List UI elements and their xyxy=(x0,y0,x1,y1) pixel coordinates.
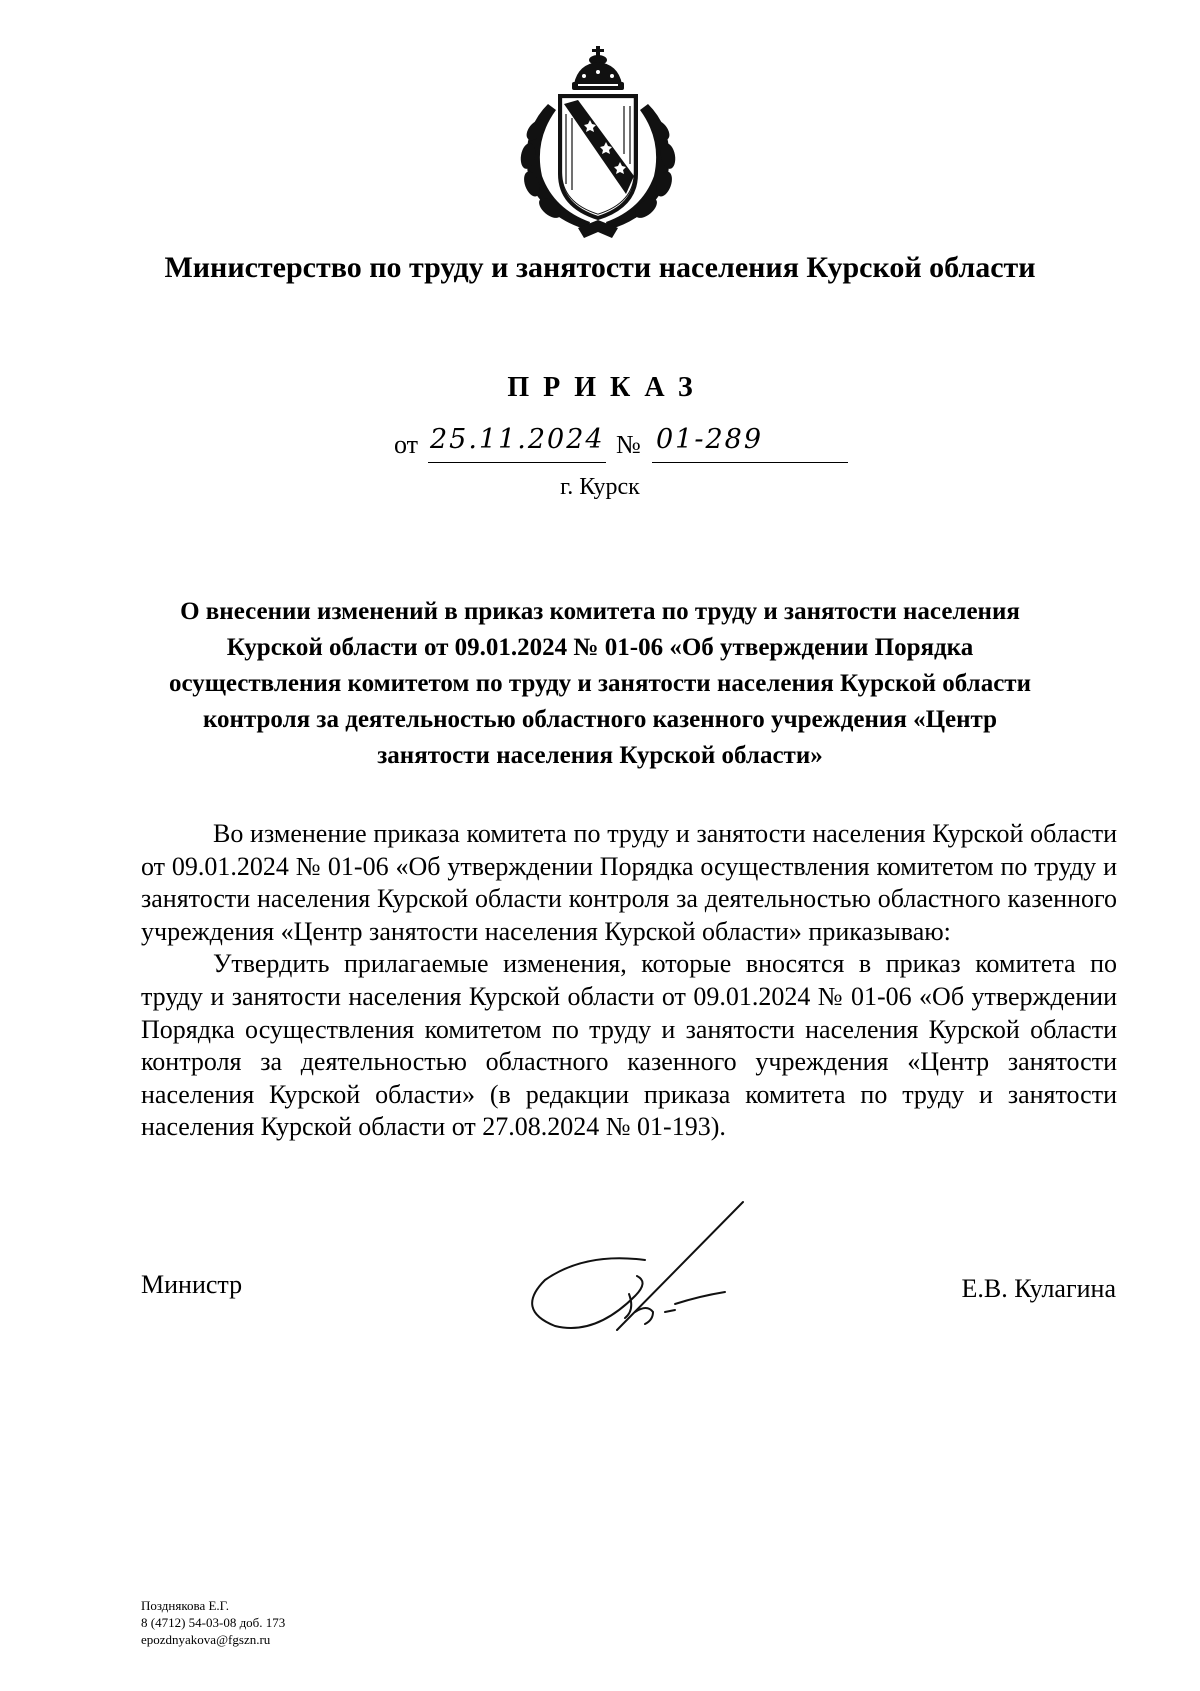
order-number-handwritten: 01-289 xyxy=(656,424,764,455)
handwritten-signature-icon xyxy=(525,1200,755,1340)
order-subject: О внесении изменений в приказ комитета по труду и занятости населения Курской области от 09.01.2024 № 01-06 «Об утверждении Порядка осуществления комитетом по труду и занятости населения Курской области контроля за деятельностью областного казенного учреждения «Центр занятости населения Курской области» xyxy=(169,598,1031,769)
body-paragraph: Утвердить прилагаемые изменения, которые вносятся в приказ комитета по труду и занятости населения Курской области от 09.01.2024 № 01-06 «Об утверждении Порядка осуществления комитетом по труду и занятости населения Курской области контроля за деятельностью областного казенного учреждения «Центр занятости населения Курской области» (в редакции приказа комитета по труду и занятости населения Курской области от 27.08.2024 № 01-193). xyxy=(141,949,1117,1142)
date-prefix: от xyxy=(394,430,419,459)
order-date-handwritten: 25.11.2024 xyxy=(430,424,605,455)
number-prefix: № xyxy=(616,430,641,459)
order-city: г. Курск xyxy=(560,474,640,500)
contact-phone: 8 (4712) 54-03-08 доб. 173 xyxy=(141,1615,286,1630)
order-body xyxy=(141,818,1117,1144)
body-paragraph: Во изменение приказа комитета по труду и занятости населения Курской области от 09.01.2024 № 01-06 «Об утверждении Порядка осуществления комитетом по труду и занятости населения Курской области контроля за деятельностью областного казенного учреждения «Центр занятости населения Курской области» приказываю: xyxy=(141,819,1117,946)
contact-email: epozdnyakova@fgszn.ru xyxy=(141,1632,271,1647)
contact-block xyxy=(141,1597,285,1648)
signer-name: Е.В. Кулагина xyxy=(961,1274,1116,1303)
order-date-number-line xyxy=(394,424,864,464)
ministry-name: Министерство по труду и занятости населения Курской области xyxy=(164,251,1036,284)
order-title: ПРИКАЗ xyxy=(507,372,707,403)
date-underline xyxy=(428,462,606,463)
signer-role: Министр xyxy=(141,1270,243,1299)
contact-name: Позднякова Е.Г. xyxy=(141,1598,229,1613)
kursk-coat-of-arms-icon xyxy=(508,44,688,240)
number-underline xyxy=(652,462,848,463)
